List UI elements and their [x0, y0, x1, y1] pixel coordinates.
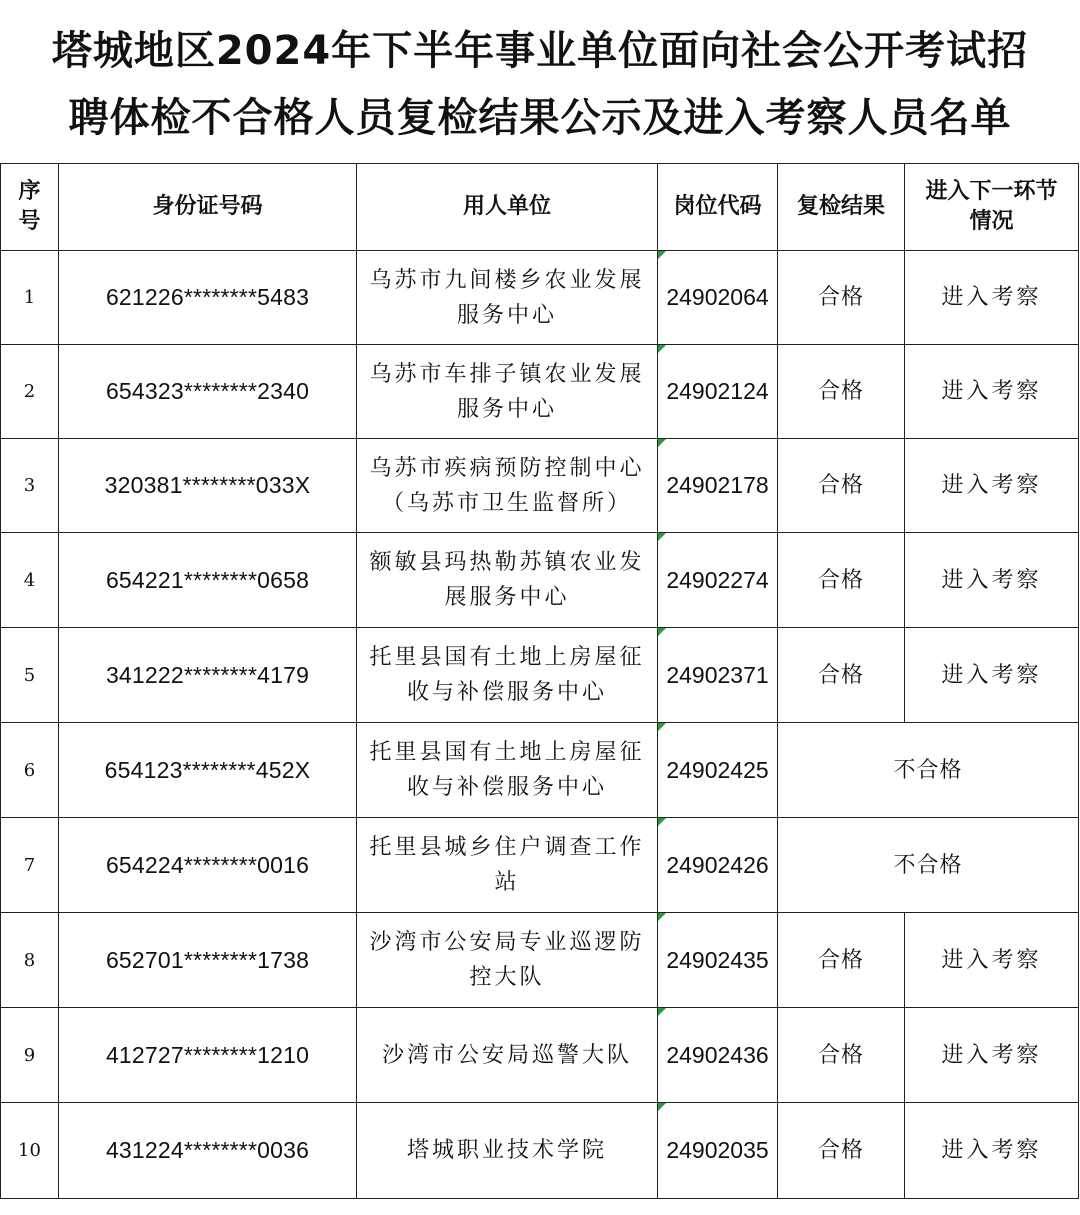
row-seq: 2 — [1, 345, 59, 439]
row-employer-unit: 沙湾市公安局巡警大队 — [357, 1008, 658, 1103]
row-seq: 7 — [1, 818, 59, 913]
row-recheck-result: 合格 — [778, 345, 905, 439]
table-row — [1, 533, 1079, 628]
title-line-2: 聘体检不合格人员复检结果公示及进入考察人员名单 — [68, 95, 1012, 141]
table-body — [1, 251, 1079, 1199]
row-position-code-text: 24902274 — [666, 566, 769, 593]
row-employer-unit: 额敏县玛热勒苏镇农业发展服务中心 — [357, 533, 658, 628]
header-next-label: 进入下一环节情况 — [925, 179, 1058, 234]
row-next-stage: 进入考察 — [905, 1103, 1079, 1199]
header-code: 岗位代码 — [658, 164, 778, 251]
row-recheck-result: 合格 — [778, 1008, 905, 1103]
row-position-code-text: 24902435 — [666, 946, 769, 973]
table-row — [1, 251, 1079, 345]
row-seq: 4 — [1, 533, 59, 628]
row-employer-unit: 托里县国有土地上房屋征收与补偿服务中心 — [357, 723, 658, 818]
row-position-code-text: 24902426 — [666, 851, 769, 878]
row-position-code — [658, 723, 778, 818]
table-row — [1, 439, 1079, 533]
header-seq-label: 序号 — [18, 179, 41, 234]
cell-comment-marker — [658, 628, 666, 636]
row-position-code — [658, 913, 778, 1008]
row-position-code-text: 24902064 — [666, 284, 769, 310]
row-employer-unit: 托里县国有土地上房屋征收与补偿服务中心 — [357, 628, 658, 723]
row-recheck-result: 不合格 — [778, 723, 1079, 818]
row-employer-unit: 沙湾市公安局专业巡逻防控大队 — [357, 913, 658, 1008]
row-recheck-result: 合格 — [778, 628, 905, 723]
row-employer-unit: 乌苏市疾病预防控制中心（乌苏市卫生监督所） — [357, 439, 658, 533]
row-recheck-result: 合格 — [778, 913, 905, 1008]
row-recheck-result: 合格 — [778, 533, 905, 628]
row-seq: 5 — [1, 628, 59, 723]
row-id-number: 431224********0036 — [59, 1103, 357, 1199]
row-position-code-text: 24902124 — [666, 378, 769, 404]
row-position-code — [658, 1103, 778, 1199]
row-position-code-text: 24902035 — [666, 1137, 769, 1163]
row-id-number: 654221********0658 — [59, 533, 357, 628]
table-row — [1, 913, 1079, 1008]
cell-comment-marker — [658, 1008, 666, 1016]
table-header-row — [1, 164, 1079, 251]
table-row — [1, 1008, 1079, 1103]
row-id-number: 654123********452X — [59, 723, 357, 818]
row-recheck-result: 合格 — [778, 1103, 905, 1199]
row-position-code — [658, 628, 778, 723]
row-id-number: 652701********1738 — [59, 913, 357, 1008]
row-position-code — [658, 1008, 778, 1103]
row-recheck-result: 合格 — [778, 439, 905, 533]
cell-comment-marker — [658, 913, 666, 921]
cell-comment-marker — [658, 439, 666, 447]
row-id-number: 341222********4179 — [59, 628, 357, 723]
row-seq: 1 — [1, 251, 59, 345]
row-next-stage: 进入考察 — [905, 1008, 1079, 1103]
row-seq: 6 — [1, 723, 59, 818]
row-position-code — [658, 439, 778, 533]
row-next-stage: 进入考察 — [905, 628, 1079, 723]
row-next-stage: 进入考察 — [905, 533, 1079, 628]
cell-comment-marker — [658, 723, 666, 731]
cell-comment-marker — [658, 345, 666, 353]
header-id: 身份证号码 — [59, 164, 357, 251]
row-position-code — [658, 345, 778, 439]
table-row — [1, 818, 1079, 913]
row-seq: 8 — [1, 913, 59, 1008]
row-id-number: 320381********033X — [59, 439, 357, 533]
row-position-code-text: 24902436 — [666, 1041, 769, 1068]
row-employer-unit: 托里县城乡住户调查工作站 — [357, 818, 658, 913]
results-table — [0, 163, 1079, 1199]
cell-comment-marker — [658, 533, 666, 541]
header-unit: 用人单位 — [357, 164, 658, 251]
row-position-code — [658, 533, 778, 628]
row-next-stage: 进入考察 — [905, 345, 1079, 439]
row-recheck-result: 合格 — [778, 251, 905, 345]
table-row — [1, 345, 1079, 439]
row-next-stage: 进入考察 — [905, 439, 1079, 533]
cell-comment-marker — [658, 1103, 666, 1111]
row-next-stage: 进入考察 — [905, 913, 1079, 1008]
row-employer-unit: 乌苏市车排子镇农业发展服务中心 — [357, 345, 658, 439]
row-seq: 9 — [1, 1008, 59, 1103]
row-recheck-result: 不合格 — [778, 818, 1079, 913]
header-result: 复检结果 — [778, 164, 905, 251]
row-employer-unit: 塔城职业技术学院 — [357, 1103, 658, 1199]
row-position-code — [658, 818, 778, 913]
table-row — [1, 723, 1079, 818]
cell-comment-marker — [658, 818, 666, 826]
header-next — [905, 164, 1079, 251]
row-seq: 3 — [1, 439, 59, 533]
cell-comment-marker — [658, 251, 666, 259]
row-position-code-text: 24902178 — [666, 472, 769, 498]
row-employer-unit: 乌苏市九间楼乡农业发展服务中心 — [357, 251, 658, 345]
row-position-code — [658, 251, 778, 345]
row-position-code-text: 24902371 — [666, 661, 769, 688]
row-next-stage: 进入考察 — [905, 251, 1079, 345]
title-line-1: 塔城地区2024年下半年事业单位面向社会公开考试招 — [51, 28, 1029, 74]
header-seq — [1, 164, 59, 251]
row-seq: 10 — [1, 1103, 59, 1199]
table-row — [1, 1103, 1079, 1199]
row-id-number: 654323********2340 — [59, 345, 357, 439]
row-id-number: 654224********0016 — [59, 818, 357, 913]
row-id-number: 621226********5483 — [59, 251, 357, 345]
row-position-code-text: 24902425 — [666, 756, 769, 783]
row-id-number: 412727********1210 — [59, 1008, 357, 1103]
table-row — [1, 628, 1079, 723]
document-title — [0, 0, 1080, 162]
